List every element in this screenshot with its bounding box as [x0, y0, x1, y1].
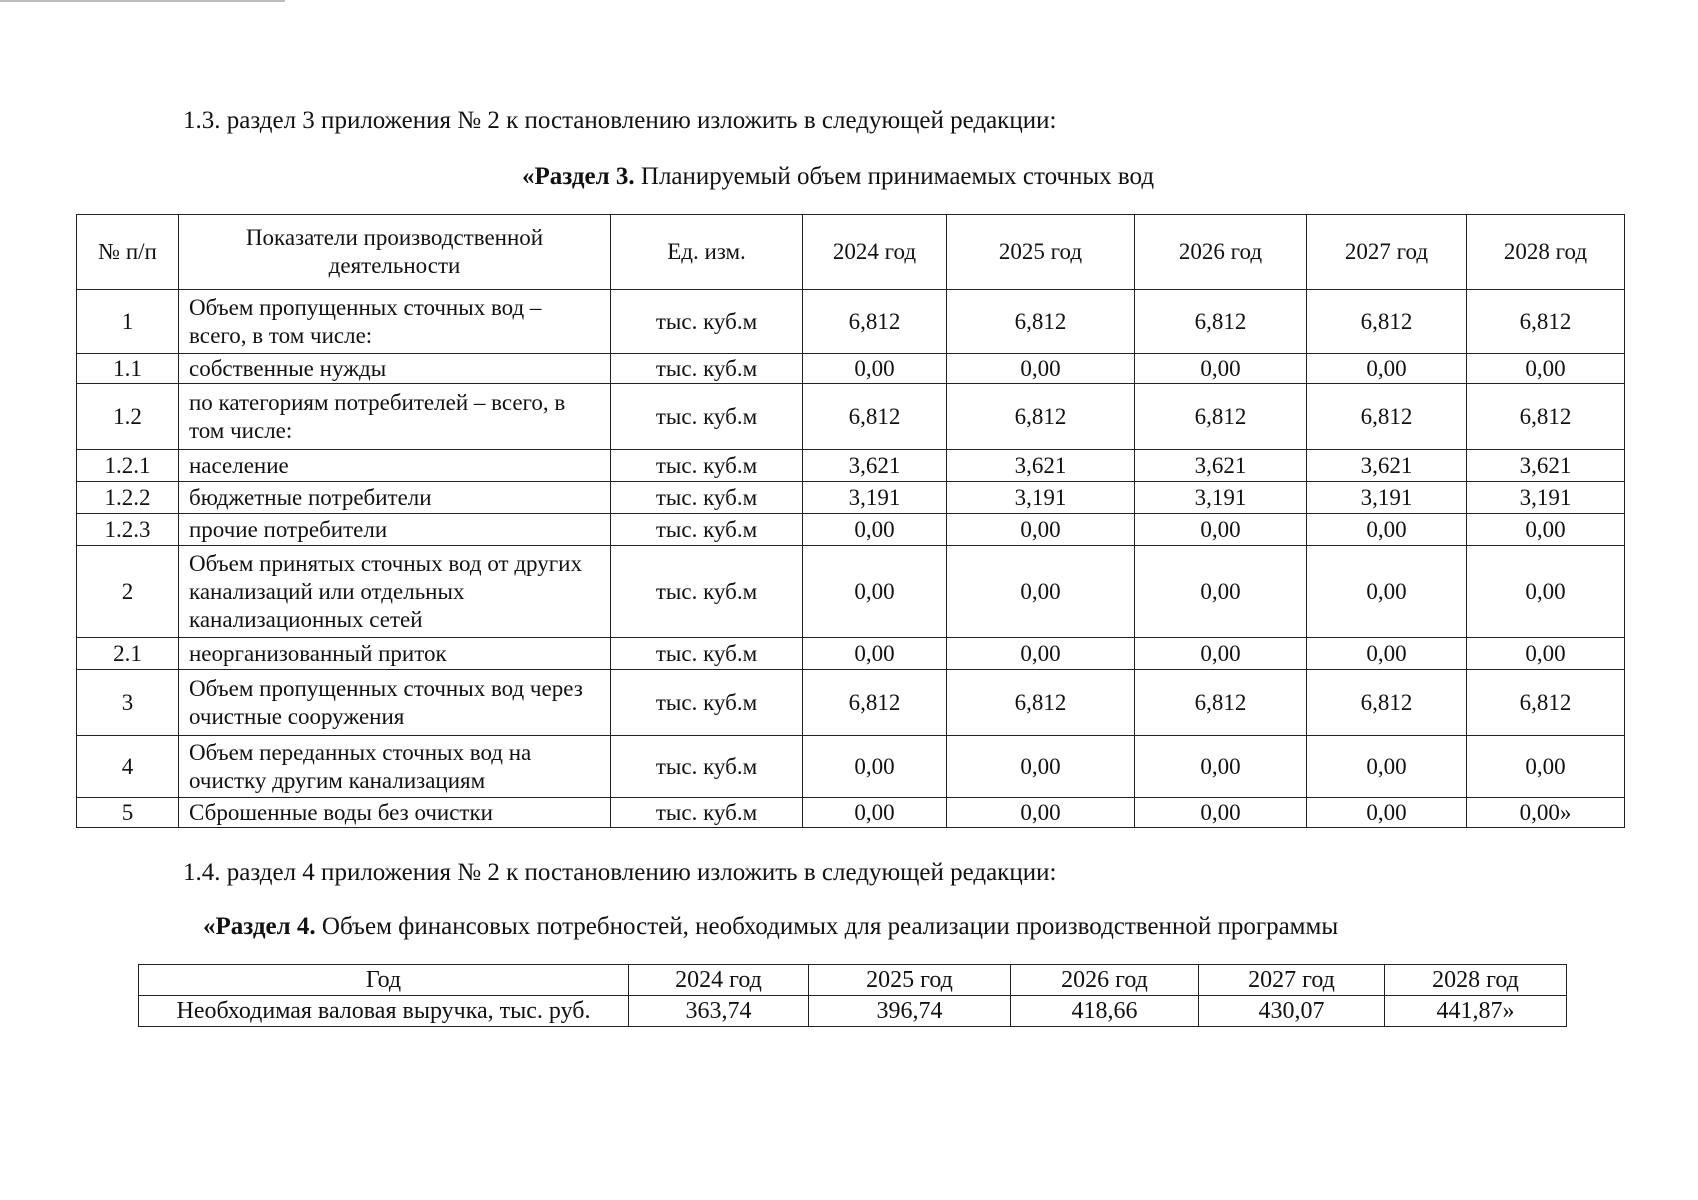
row-value-2024: 0,00: [803, 546, 947, 638]
section3-heading-rest: Планируемый объем принимаемых сточных вод: [634, 163, 1155, 190]
row-value-2025: 0,00: [947, 354, 1135, 384]
row-value-2026: 0,00: [1135, 736, 1307, 798]
row-number: 1.1: [77, 354, 179, 384]
row-unit: тыс. куб.м: [611, 290, 803, 354]
row-value-2024: 6,812: [803, 384, 947, 450]
section4-heading: [203, 912, 1338, 942]
row-value-2028: 6,812: [1467, 384, 1625, 450]
table-row: [77, 638, 1625, 670]
table-row: [77, 514, 1625, 546]
row-value-2024: 3,621: [803, 450, 947, 482]
section3-heading: [522, 162, 1154, 192]
row-value-2024: 0,00: [803, 638, 947, 670]
row-value-2028: 6,812: [1467, 290, 1625, 354]
row-number: 1.2.2: [77, 482, 179, 514]
row-value-2026: 6,812: [1135, 384, 1307, 450]
row-indicator: население: [179, 450, 611, 482]
header-cell: 2024 год: [803, 215, 947, 290]
row-unit: тыс. куб.м: [611, 450, 803, 482]
row-indicator: собственные нужды: [179, 354, 611, 384]
row-indicator: бюджетные потребители: [179, 482, 611, 514]
row-value-2025: 0,00: [947, 736, 1135, 798]
row-unit: тыс. куб.м: [611, 384, 803, 450]
row-number: 1.2.1: [77, 450, 179, 482]
row-unit: тыс. куб.м: [611, 798, 803, 828]
row-value-2028: 3,191: [1467, 482, 1625, 514]
row-indicator: по категориям потребителей – всего, в том числе:: [179, 384, 611, 450]
row-indicator: Объем принятых сточных вод от других канализаций или отдельных канализационных сетей: [179, 546, 611, 638]
table-header-row: [139, 965, 1567, 996]
row-number: 1.2.3: [77, 514, 179, 546]
wastewater-volume-table: [76, 214, 1625, 828]
table-row: [77, 450, 1625, 482]
row-value-2024: 0,00: [803, 354, 947, 384]
row-value-2028: 0,00: [1467, 638, 1625, 670]
row-value-2025: 0,00: [947, 514, 1135, 546]
header-cell: 2025 год: [947, 215, 1135, 290]
row-value-2028: 0,00: [1467, 736, 1625, 798]
row-value-2027: 0,00: [1307, 514, 1467, 546]
row-value-2027: 0,00: [1307, 736, 1467, 798]
row-value-2028: 0,00: [1467, 546, 1625, 638]
row-value-2026: 3,621: [1135, 450, 1307, 482]
table-row: [77, 354, 1625, 384]
scan-edge-line: [0, 0, 285, 2]
row-value-2024: 0,00: [803, 514, 947, 546]
table-row: [77, 546, 1625, 638]
row-value-2026: 0,00: [1135, 354, 1307, 384]
section3-intro: 1.3. раздел 3 приложения № 2 к постановлению изложить в следующей редакции:: [183, 107, 1057, 134]
row-value-2024: 363,74: [629, 996, 809, 1027]
row-number: 1.2: [77, 384, 179, 450]
row-indicator: прочие потребители: [179, 514, 611, 546]
header-cell: Ед. изм.: [611, 215, 803, 290]
header-cell: 2025 год: [809, 965, 1011, 996]
table-row: [77, 384, 1625, 450]
row-value-2028: 0,00: [1467, 514, 1625, 546]
row-value-2027: 0,00: [1307, 798, 1467, 828]
row-value-2028: 3,621: [1467, 450, 1625, 482]
row-value-2025: 3,621: [947, 450, 1135, 482]
section4-heading-rest: Объем финансовых потребностей, необходимых для реализации производственной программы: [315, 913, 1339, 940]
header-cell: 2026 год: [1135, 215, 1307, 290]
row-number: 5: [77, 798, 179, 828]
row-value-2025: 0,00: [947, 546, 1135, 638]
row-value-2028: 0,00: [1467, 354, 1625, 384]
row-value-2027: 3,621: [1307, 450, 1467, 482]
table-row: [139, 996, 1567, 1027]
row-value-2026: 0,00: [1135, 546, 1307, 638]
row-indicator: Объем пропущенных сточных вод – всего, в том числе:: [179, 290, 611, 354]
header-cell: 2028 год: [1467, 215, 1625, 290]
row-value-2028: 6,812: [1467, 670, 1625, 736]
financial-needs-table: [138, 964, 1567, 1027]
table-row: [77, 670, 1625, 736]
row-value-2025: 0,00: [947, 798, 1135, 828]
row-value-2024: 0,00: [803, 736, 947, 798]
row-indicator: Объем пропущенных сточных вод через очистные сооружения: [179, 670, 611, 736]
row-value-2026: 0,00: [1135, 798, 1307, 828]
row-value-2024: 3,191: [803, 482, 947, 514]
row-value-2025: 396,74: [809, 996, 1011, 1027]
row-value-2026: 6,812: [1135, 670, 1307, 736]
header-cell: Показатели производственной деятельности: [179, 215, 611, 290]
row-unit: тыс. куб.м: [611, 638, 803, 670]
row-value-2027: 6,812: [1307, 290, 1467, 354]
section3-heading-bold: «Раздел 3.: [522, 163, 635, 190]
table-row: [77, 736, 1625, 798]
row-number: 3: [77, 670, 179, 736]
row-unit: тыс. куб.м: [611, 514, 803, 546]
row-value-2025: 6,812: [947, 384, 1135, 450]
row-value-2026: 0,00: [1135, 638, 1307, 670]
row-indicator: Сброшенные воды без очистки: [179, 798, 611, 828]
row-value-2024: 0,00: [803, 798, 947, 828]
row-value-2026: 6,812: [1135, 290, 1307, 354]
header-cell: № п/п: [77, 215, 179, 290]
row-value-2028: 441,87»: [1385, 996, 1567, 1027]
row-label: Необходимая валовая выручка, тыс. руб.: [139, 996, 629, 1027]
row-number: 4: [77, 736, 179, 798]
table-row: [77, 798, 1625, 828]
section4-heading-bold: «Раздел 4.: [203, 913, 316, 940]
row-value-2027: 3,191: [1307, 482, 1467, 514]
row-number: 2: [77, 546, 179, 638]
row-value-2027: 0,00: [1307, 546, 1467, 638]
row-value-2026: 0,00: [1135, 514, 1307, 546]
row-value-2027: 0,00: [1307, 354, 1467, 384]
row-number: 2.1: [77, 638, 179, 670]
row-indicator: Объем переданных сточных вод на очистку другим канализациям: [179, 736, 611, 798]
row-value-2025: 0,00: [947, 638, 1135, 670]
row-value-2028: 0,00»: [1467, 798, 1625, 828]
table-row: [77, 482, 1625, 514]
row-number: 1: [77, 290, 179, 354]
row-unit: тыс. куб.м: [611, 354, 803, 384]
header-cell: 2026 год: [1011, 965, 1199, 996]
header-cell: 2027 год: [1307, 215, 1467, 290]
row-value-2027: 6,812: [1307, 670, 1467, 736]
row-value-2025: 6,812: [947, 290, 1135, 354]
row-value-2025: 3,191: [947, 482, 1135, 514]
header-cell: 2028 год: [1385, 965, 1567, 996]
row-unit: тыс. куб.м: [611, 670, 803, 736]
row-indicator: неорганизованный приток: [179, 638, 611, 670]
table-row: [77, 290, 1625, 354]
section4-intro: 1.4. раздел 4 приложения № 2 к постановлению изложить в следующей редакции:: [183, 859, 1057, 886]
row-value-2024: 6,812: [803, 670, 947, 736]
row-value-2027: 430,07: [1199, 996, 1385, 1027]
header-cell: Год: [139, 965, 629, 996]
row-value-2024: 6,812: [803, 290, 947, 354]
header-cell: 2024 год: [629, 965, 809, 996]
row-value-2027: 6,812: [1307, 384, 1467, 450]
row-value-2026: 3,191: [1135, 482, 1307, 514]
row-value-2025: 6,812: [947, 670, 1135, 736]
table-header-row: [77, 215, 1625, 290]
row-unit: тыс. куб.м: [611, 482, 803, 514]
row-value-2027: 0,00: [1307, 638, 1467, 670]
row-unit: тыс. куб.м: [611, 736, 803, 798]
header-cell: 2027 год: [1199, 965, 1385, 996]
row-unit: тыс. куб.м: [611, 546, 803, 638]
row-value-2026: 418,66: [1011, 996, 1199, 1027]
